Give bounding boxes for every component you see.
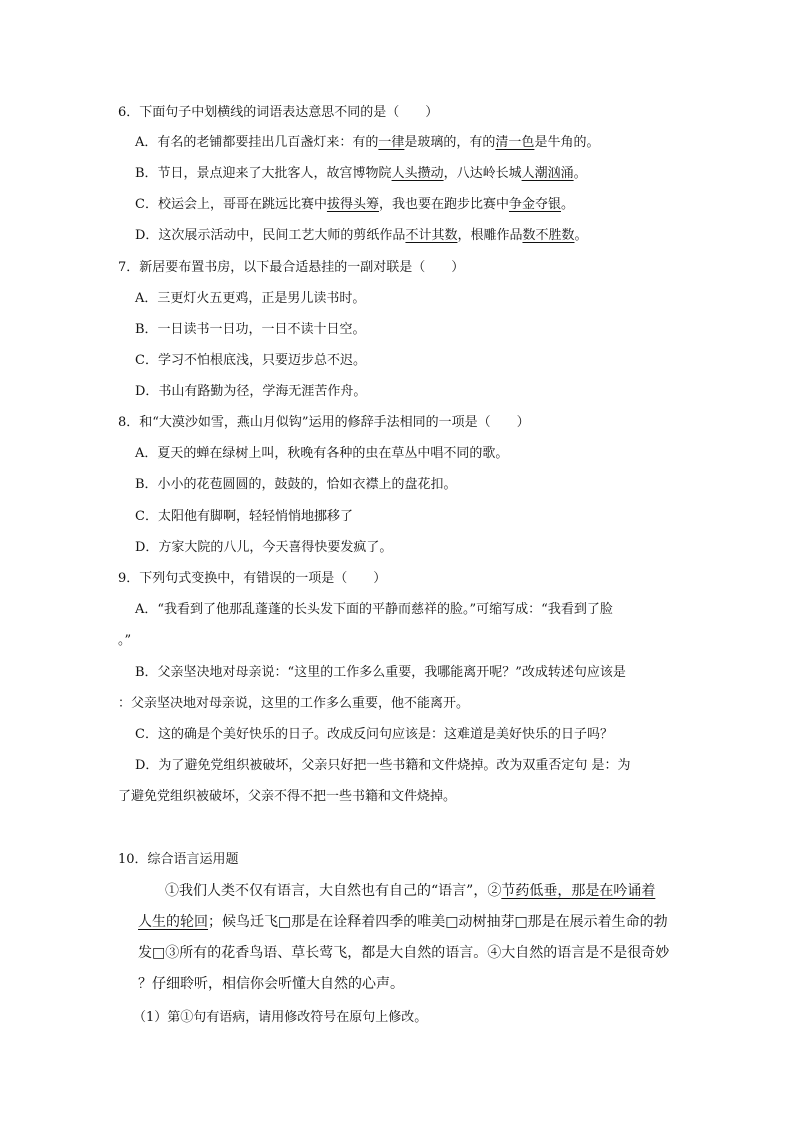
- q7-option-d: D．书山有路勤为径，学海无涯苦作舟。: [135, 384, 367, 399]
- q10-stem: 10．综合语言运用题: [118, 852, 239, 867]
- q8-option-b: B．小小的花苞圆圆的，鼓鼓的，恰如衣襟上的盘花扣。: [135, 477, 457, 492]
- q9-stem: 9．下列句式变换中，有错误的一项是（ ）: [118, 571, 387, 586]
- q10-subquestion-1: （1）第①句有语病，请用修改符号在原句上修改。: [133, 1010, 428, 1025]
- q7-option-c: C．学习不怕根底浅，只要迈步总不迟。: [135, 353, 366, 368]
- q6-option-d: D．这次展示活动中，民间工艺大师的剪纸作品不计其数，根雕作品数不胜数。: [135, 228, 588, 243]
- q10-passage-line2: 人生的轮回；候鸟迁飞□那是在诠释着四季的唯美□动树抽芽□那是在展示着生命的勃: [138, 914, 668, 930]
- underlined-word: 争金夺银: [508, 197, 561, 212]
- underlined-word: 清一色: [495, 135, 535, 150]
- q10-passage-line1: ①我们人类不仅有语言，大自然也有自己的“语言”，②节药低垂，那是在吟诵着: [165, 883, 656, 899]
- q6-option-a: A．有名的老铺都要挂出几百盏灯来：有的一律是玻璃的，有的清一色是牛角的。: [135, 135, 600, 150]
- q9-option-b-line1: B．父亲坚决地对母亲说：“这里的工作多么重要，我哪能离开呢？”改成转述句应该是: [135, 665, 626, 680]
- underlined-word: 不计其数: [405, 228, 458, 243]
- q8-stem: 8．和“大漠沙如雪，燕山月似钩”运用的修辞手法相同的一项是（ ）: [118, 415, 530, 430]
- q6-option-b: B．节日，景点迎来了大批客人，故宫博物院人头攒动，八达岭长城人潮汹涌。: [135, 166, 587, 181]
- q7-option-a: A．三更灯火五更鸡，正是男儿读书时。: [135, 291, 366, 306]
- underlined-word: 人潮汹涌: [521, 166, 574, 181]
- q9-option-b-line2: ：父亲坚决地对母亲说，这里的工作多么重要，他不能离开。: [118, 696, 470, 711]
- underlined-word: 一律: [378, 135, 405, 150]
- q9-option-d-line2: 了避免党组织被破坏，父亲不得不把一些书籍和文件烧掉。: [118, 789, 457, 804]
- underlined-word: 拔得头筹: [326, 197, 379, 212]
- q9-option-a-line2: 。”: [118, 633, 132, 648]
- q7-stem: 7．新居要布置书房，以下最合适悬挂的一副对联是（ ）: [118, 260, 465, 275]
- q10-passage-line3: 发□③所有的花香鸟语、草长莺飞，都是大自然的语言。④大自然的语言是不是很奇妙: [138, 945, 670, 961]
- underlined-phrase: 节药低垂，那是在吟诵着: [501, 883, 656, 899]
- q7-option-b: B．一日读书一日功，一日不读十日空。: [135, 322, 366, 337]
- q8-option-d: D．方家大院的八儿，今天喜得快要发疯了。: [135, 540, 393, 555]
- q10-passage-line4: ？仔细聆听，相信你会听懂大自然的心声。: [138, 976, 404, 992]
- q8-option-a: A．夏天的蝉在绿树上叫，秋晚有各种的虫在草丛中唱不同的歌。: [135, 446, 509, 461]
- q9-option-c: C．这的确是个美好快乐的日子。改成反问句应该是：这难道是美好快乐的日子吗？: [135, 727, 613, 742]
- underlined-word: 数不胜数: [522, 228, 575, 243]
- q9-option-a-line1: A．“我看到了他那乱蓬蓬的长头发下面的平静而慈祥的脸。”可缩写成：“我看到了脸: [135, 602, 613, 617]
- q6-option-c: C．校运会上，哥哥在跳远比赛中拔得头筹，我也要在跑步比赛中争金夺银。: [135, 197, 575, 212]
- q8-option-c: C．太阳他有脚啊，轻轻悄悄地挪移了: [135, 509, 353, 524]
- underlined-word: 人头攒动: [391, 166, 444, 181]
- q9-option-d-line1: D．为了避免党组织被破坏，父亲只好把一些书籍和文件烧掉。改为双重否定句 是：为: [135, 758, 631, 773]
- q6-stem: 6．下面句子中划横线的词语表达意思不同的是（ ）: [118, 105, 439, 120]
- underlined-phrase: 人生的轮回: [138, 914, 208, 930]
